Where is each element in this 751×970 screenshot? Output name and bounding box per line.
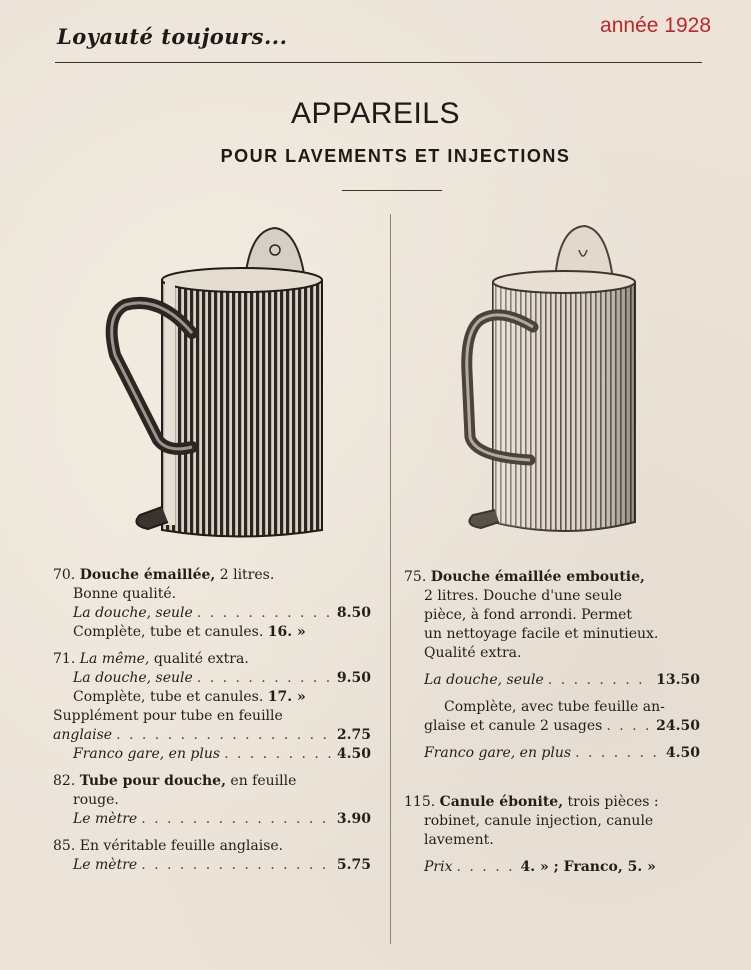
- page-subtitle: POUR LAVEMENTS ET INJECTIONS: [220, 146, 571, 166]
- year-label: année 1928: [600, 14, 711, 37]
- item-71-supplement-price: 2.75: [336, 727, 371, 743]
- left-column: [53, 566, 371, 875]
- item-75-complete-label: glaise et canule 2 usages: [424, 718, 603, 734]
- item-70: [53, 566, 371, 642]
- item-70-number: 70.: [53, 567, 76, 583]
- item-85-metre-price: 5.75: [336, 857, 371, 873]
- item-115-desc: trois pièces :: [563, 794, 659, 810]
- item-75-desc4: Qualité extra.: [424, 645, 522, 661]
- item-75: [404, 568, 700, 763]
- item-71-seule-label: La douche, seule: [73, 670, 193, 686]
- item-82-metre-price: 3.90: [336, 811, 371, 827]
- title-rule: [342, 190, 442, 191]
- item-75-complete-line: Complète, avec tube feuille an-: [444, 699, 665, 715]
- douche-illustration-left: [100, 225, 340, 545]
- item-70-seule-price: 8.50: [336, 605, 371, 621]
- douche-illustration-right: [455, 222, 655, 542]
- column-divider: [390, 214, 391, 944]
- right-column: [404, 568, 700, 877]
- item-75-desc3: un nettoyage facile et minutieux.: [424, 626, 659, 642]
- item-71-number: 71.: [53, 651, 76, 667]
- item-70-complete-price: 16. »: [267, 624, 306, 640]
- item-82-desc: en feuille: [225, 773, 297, 789]
- item-85-metre-label: Le mètre: [73, 857, 138, 873]
- item-71: [53, 650, 371, 764]
- item-70-seule-label: La douche, seule: [73, 605, 193, 621]
- item-115-desc2: robinet, canule injection, canule: [424, 813, 654, 829]
- item-75-seule-label: La douche, seule: [424, 672, 544, 688]
- item-70-desc: 2 litres.: [215, 567, 275, 583]
- item-75-seule-price: 13.50: [656, 672, 700, 688]
- item-85-desc: En véritable feuille anglaise.: [79, 838, 284, 854]
- item-71-supplement-label: anglaise: [53, 727, 113, 743]
- item-115-number: 115.: [404, 794, 436, 810]
- item-82-metre-label: Le mètre: [73, 811, 138, 827]
- item-70-complete-label: Complète, tube et canules.: [73, 624, 264, 640]
- page-title: APPAREILS: [290, 97, 461, 130]
- item-115-name: Canule ébonite,: [439, 794, 564, 810]
- item-71-complete-label: Complète, tube et canules.: [73, 689, 264, 705]
- motto: Loyauté toujours...: [57, 24, 288, 49]
- item-82-number: 82.: [53, 773, 76, 789]
- item-82: [53, 772, 371, 829]
- item-70-name: Douche émaillée,: [79, 567, 216, 583]
- item-71-supplement-line: Supplément pour tube en feuille: [53, 708, 283, 724]
- item-115-prix-value: 4. » ; Franco, 5. »: [520, 859, 656, 875]
- item-115-prix-label: Prix: [424, 859, 453, 875]
- item-85: [53, 837, 371, 875]
- item-115: [404, 793, 700, 877]
- item-75-number: 75.: [404, 569, 427, 585]
- item-71-complete-price: 17. »: [267, 689, 306, 705]
- item-75-franco-price: 4.50: [665, 745, 700, 761]
- item-71-franco-label: Franco gare, en plus: [73, 746, 221, 762]
- header-rule: [55, 62, 702, 63]
- item-85-number: 85.: [53, 838, 76, 854]
- item-71-seule-price: 9.50: [336, 670, 371, 686]
- item-75-desc1: 2 litres. Douche d'une seule: [424, 588, 623, 604]
- item-70-desc2: Bonne qualité.: [73, 586, 177, 602]
- item-75-franco-label: Franco gare, en plus: [424, 745, 572, 761]
- item-75-desc2: pièce, à fond arrondi. Permet: [424, 607, 633, 623]
- item-71-franco-price: 4.50: [336, 746, 371, 762]
- item-115-desc3: lavement.: [424, 832, 494, 848]
- item-82-desc2: rouge.: [73, 792, 119, 808]
- item-82-name: Tube pour douche,: [79, 773, 226, 789]
- item-75-name: Douche émaillée emboutie,: [430, 569, 645, 585]
- item-75-complete-price: 24.50: [656, 718, 700, 734]
- item-71-desc: qualité extra.: [149, 651, 249, 667]
- item-71-name: La même,: [79, 651, 150, 667]
